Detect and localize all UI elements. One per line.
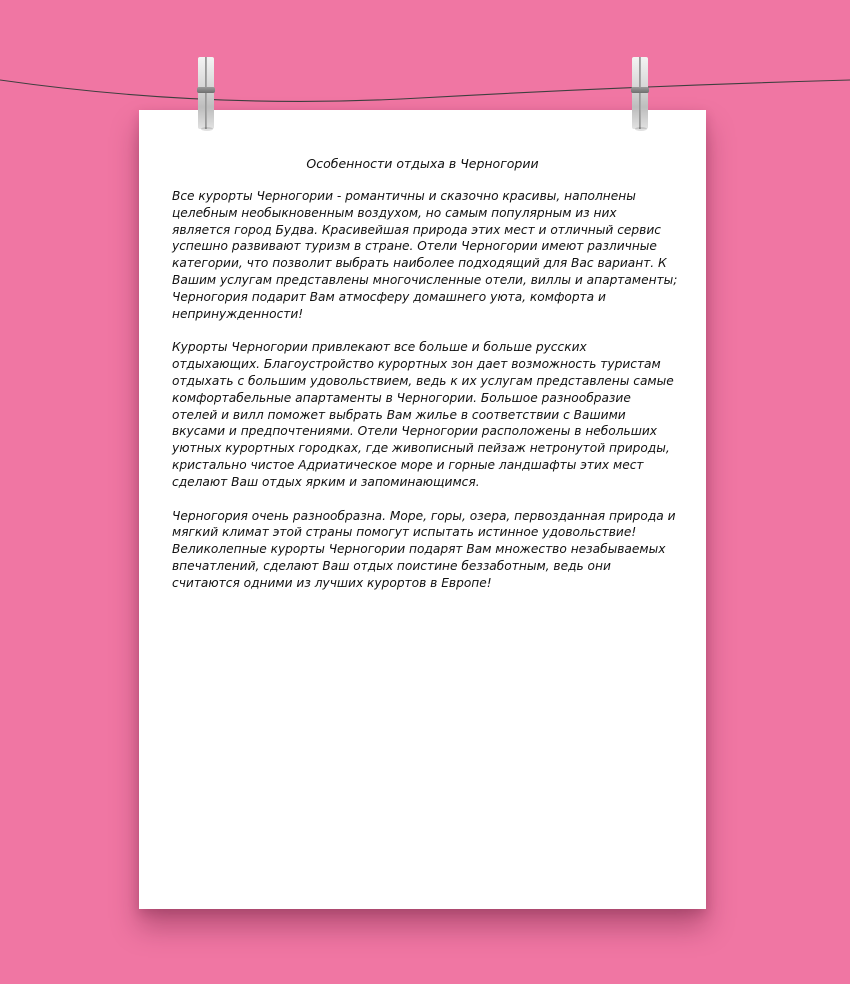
document-body <box>172 188 678 609</box>
clothespin-icon <box>198 57 214 129</box>
clothespin-left-half <box>198 57 206 129</box>
clothespin-right-half <box>206 57 214 129</box>
clothespin-right-half <box>640 57 648 129</box>
document-paragraph: Курорты Черногории привлекают все больше и больше русских отдыхающих. Благоустройство курортных зон дает возможность туристам отдыхать с большим удовольствием, ведь к их услугам представлены самые комфортабельные апартаменты в Черногории. Большое разнообразие отелей и вилл поможет выбрать Вам жилье в соответствии с Вашими вкусами и предпочтениями. Отели Черногории расположены в небольших уютных курортных городках, где живописный пейзаж нетронутой природы, кристально чистое Адриатическое море и горные ландшафты этих мест сделают Ваш отдых ярким и запоминающимся. <box>172 340 674 489</box>
clothespin-shadow <box>635 127 647 131</box>
document-paragraph: Все курорты Черногории - романтичны и сказочно красивы, наполнены целебным необыкновенным воздухом, но самым популярным из них является город Будва. Красивейшая природа этих мест и отличный сервис успешно развивают туризм в стране. Отели Черногории имеют различные категории, что позволит выбрать наиболее подходящий для Вас вариант. К Вашим услугам представлены многочисленные отели, виллы и апартаменты; Черногория подарит Вам атмосферу домашнего уюта, комфорта и непринужденности! <box>172 189 678 321</box>
clothespin-spring <box>631 87 649 93</box>
clothespin-spring <box>197 87 215 93</box>
clothespin-icon <box>632 57 648 129</box>
clothespin-shadow <box>201 127 213 131</box>
document-paragraph: Черногория очень разнообразна. Море, горы, озера, первозданная природа и мягкий климат этой страны помогут испытать истинное удовольствие! Великолепные курорты Черногории подарят Вам множество незабываемых впечатлений, сделают Ваш отдых поистине беззаботным, ведь они считаются одними из лучших курортов в Европе! <box>172 508 676 590</box>
clothespin-left-half <box>632 57 640 129</box>
paper-sheet <box>139 110 706 909</box>
clothesline-rope <box>0 80 850 101</box>
document-title: Особенности отдыха в Черногории <box>306 156 539 171</box>
